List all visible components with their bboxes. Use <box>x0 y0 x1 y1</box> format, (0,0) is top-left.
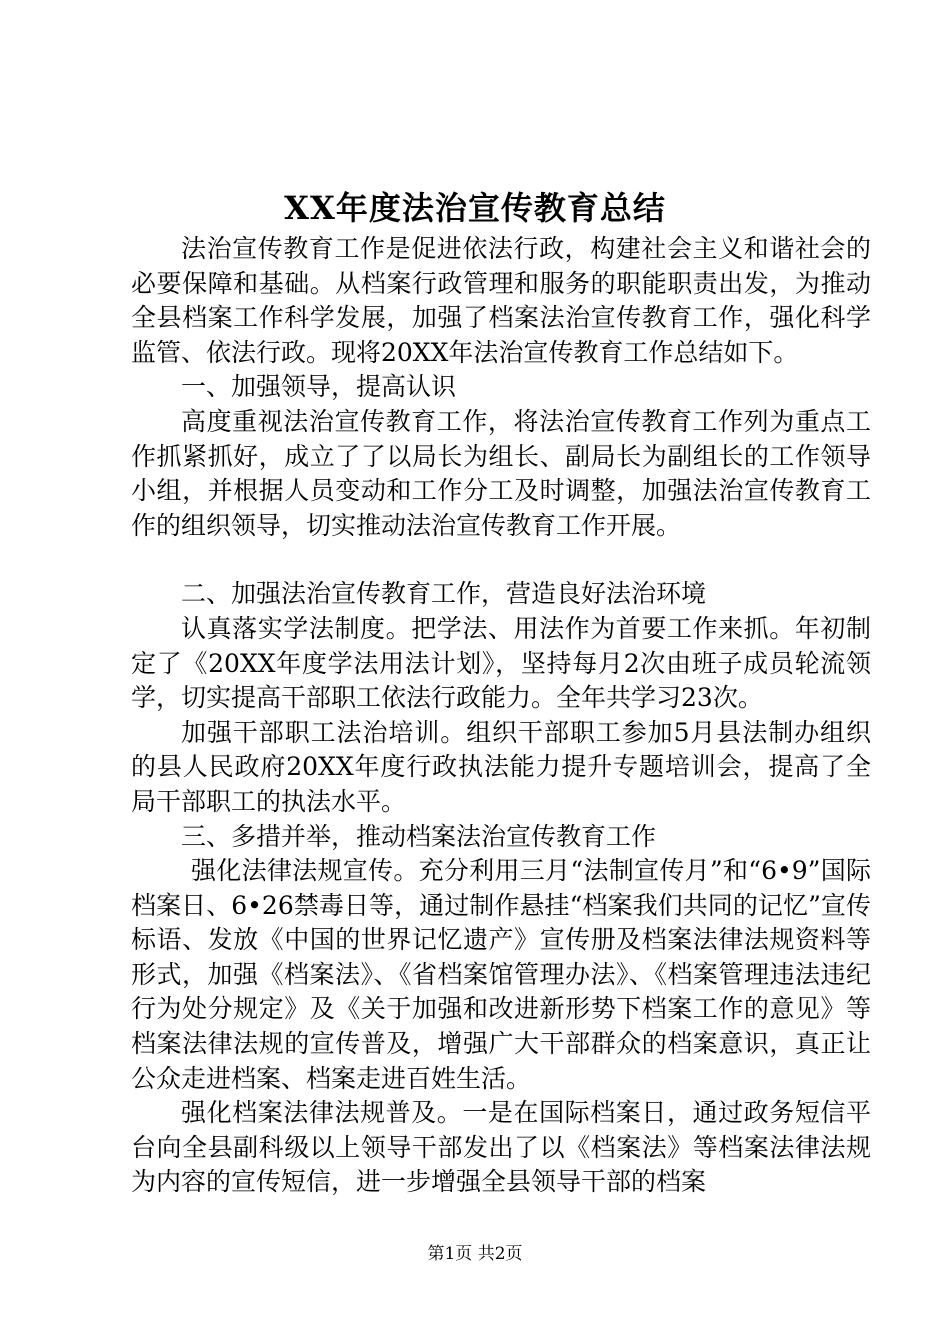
paragraph-popularization: 强化档案法律法规普及。一是在国际档案日，通过政务短信平台向全县副科级以上领导干部发出了以《档案法》等档案法律法规为内容的宣传短信，进一步增强全县领导干部的档案 <box>131 1098 871 1197</box>
page-footer: 第1页 共2页 <box>427 1244 523 1264</box>
section-heading-2: 二、加强法治宣传教育工作，营造良好法治环境 <box>181 579 707 609</box>
paragraph-publicity: 强化法律法规宣传。充分利用三月“法制宣传月”和“6•9”国际档案日、6•26禁毒日等，通过制作悬挂“档案我们共同的记忆”宣传标语、发放《中国的世界记忆遗产》宣传册及档案法律法规资料等形式，加强《档案法》、《省档案馆管理办法》、《档案管理违法违纪行为处分规定》及《关于加强和改进新形势下档案工作的意见》等档案法律法规的宣传普及，增强广大干部群众的档案意识，真正让公众走进档案、档案走进百姓生活。 <box>131 856 871 1093</box>
paragraph-training: 加强干部职工法治培训。组织干部职工参加5月县法制办组织的县人民政府20XX年度行政执法能力提升专题培训会，提高了全局干部职工的执法水平。 <box>131 717 871 816</box>
paragraph-study-system: 认真落实学法制度。把学法、用法作为首要工作来抓。年初制定了《20XX年度学法用法计划》，坚持每月2次由班子成员轮流领学，切实提高干部职工依法行政能力。全年共学习23次。 <box>131 613 871 713</box>
section-heading-1: 一、加强领导，提高认识 <box>181 372 457 402</box>
document-body <box>131 232 871 1200</box>
paragraph-leadership: 高度重视法治宣传教育工作，将法治宣传教育工作列为重点工作抓紧抓好，成立了了以局长为组长、副局长为副组长的工作领导小组，并根据人员变动和工作分工及时调整，加强法治宣传教育工作的组织领导，切实推动法治宣传教育工作开展。 <box>131 406 871 540</box>
section-heading-3: 三、多措并举，推动档案法治宣传教育工作 <box>181 821 657 851</box>
document-title: XX年度法治宣传教育总结 <box>284 189 666 227</box>
paragraph-intro: 法治宣传教育工作是促进依法行政，构建社会主义和谐社会的必要保障和基础。从档案行政管理和服务的职能职责出发，为推动全县档案工作科学发展，加强了档案法治宣传教育工作，强化科学监管、依法行政。现将20XX年法治宣传教育工作总结如下。 <box>131 234 871 367</box>
